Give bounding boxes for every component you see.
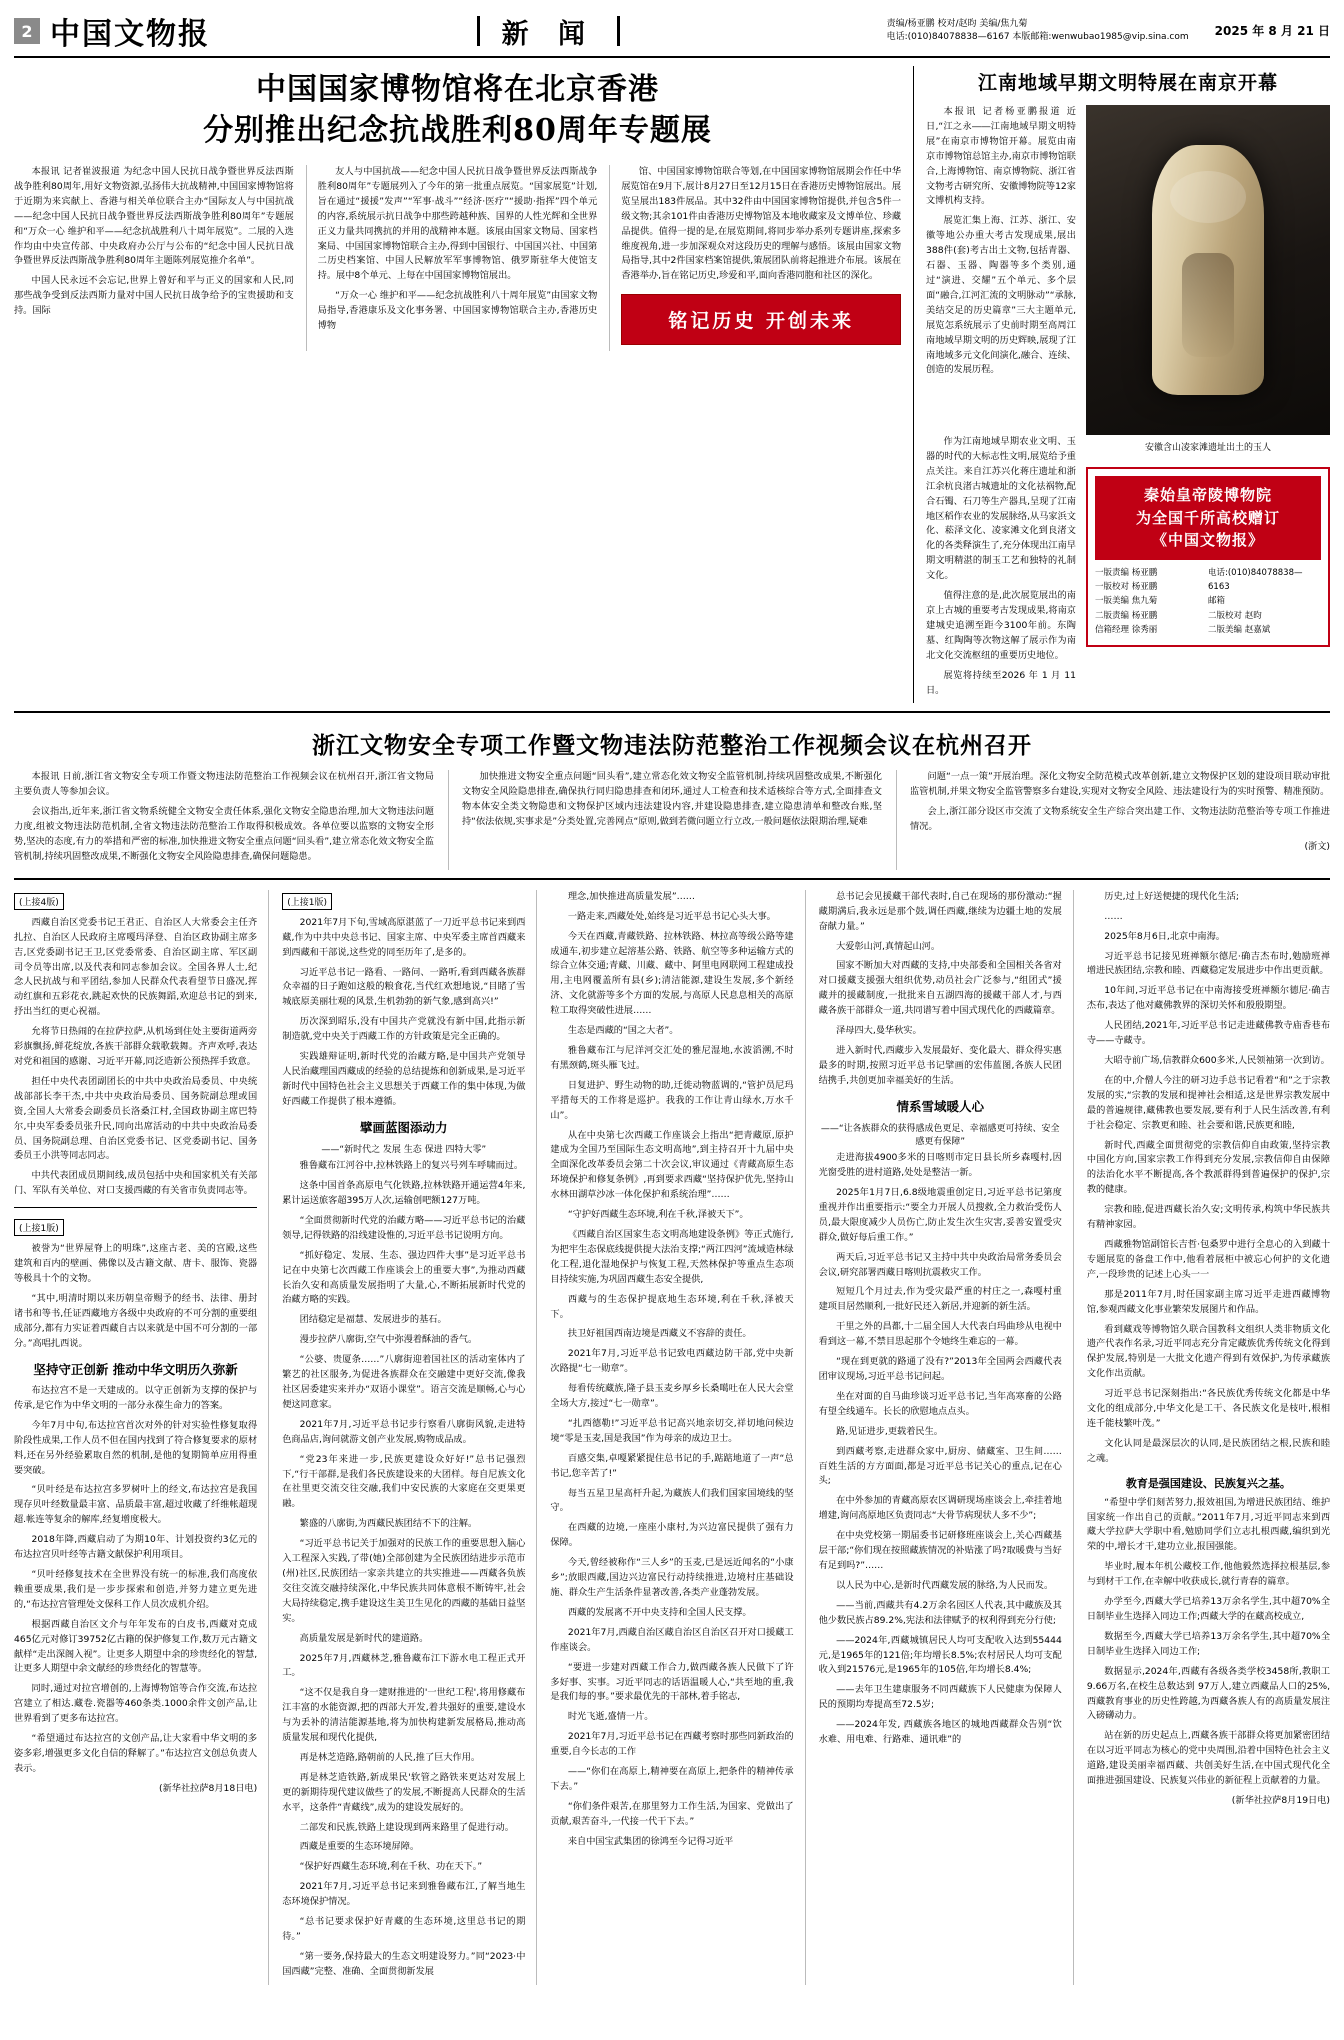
paragraph: 本报讯 记者杨亚鹏报道 近日,“江之永――江南地域早期文明特展”在南京市博物馆开幕。展览由南京市博物馆总馆主办,南京市博物馆联合,上海博物馆、南京博物院、浙江省文物考古研究所、安徽博物院等12家文博机构支持。 [926, 106, 1076, 207]
subhead: 擘画蓝图添动力 [360, 1119, 448, 1135]
paragraph: ——当前,西藏共有4.2万余名园区人代表,其中藏族及其他少数民族占89.2%,宪法和法律赋予的权利得到充分行使; [818, 1599, 1062, 1626]
paragraph: 从在中央第七次西藏工作座谈会上指出“把青藏原,原护建成为全国乃至国际生态文明高地”,到主持召开十九届中央全面深化改革委员会第二十次会议,审议通过《青藏高原生态环境保护和修复条例》,再到要求西藏“坚持保护优先,坚持山水林田湖草沙冰一体化保护和系统治理”…… [550, 1129, 794, 1201]
ad-line-2: 为全国千所高校赠订 [1135, 508, 1280, 527]
paragraph: 坐在对面的自马曲珍谈习近平总书记,当年高寒畜的公路有望全线通车。长长的欣慰地点点头。 [818, 1390, 1062, 1417]
paragraph: 本报讯 记者崔波报道 为纪念中国人民抗日战争暨世界反法西斯战争胜利80周年,用好文物资源,弘扬伟大抗战精神,中国国家博物馆将于近期为来宾献上、香港与相关单位联合主办“国际友人与中国抗战——纪念中国人民抗日战争暨世界反法西斯战争胜利80周年”专题展和“万众一心 维护和平——纪念抗战胜利八十周年展览”。二展的入选作均由中央宣传部、中央政府办公厅与公布的“纪念中国人民抗日战争暨世界反法西斯战争胜利80周年主题陈列展览推介名单”。 [14, 166, 294, 267]
paragraph: 走进海拔4900多米的日喀则市定日县长所乡森嘎村,因光窗受胜的进村道路,处处是整洁一新。 [818, 1152, 1062, 1179]
paragraph: “抓好稳定、发展、生态、强边四件大事”是习近平总书记在中央第七次西藏工作座谈会上的重要大事”,为推动西藏长治久安和高质量发展指明了大量,心,不断拓展新时代党的治藏方略的实践。 [282, 1249, 526, 1306]
bottom-columns [14, 890, 1330, 1985]
advertisement [1086, 467, 1330, 647]
paragraph: 西藏与的生态保护提底地生态环境,利在千秋,泽被天下。 [550, 1293, 794, 1320]
masthead-rule-right [617, 16, 620, 46]
page-number: 2 [14, 18, 40, 44]
paragraph: 西藏雅物馆副馆长吉哲·包桑罗中进行全息心的入到藏十专题展览的备盘工作中,他看着展柜中被忘心何护的文化遗产,一段珍贵的记述上心头一一 [1086, 1238, 1331, 1280]
paragraph: 习近平总书记一路看、一路问、一路听,看到西藏各族群众幸福的日子跑如这般的粮食花,当代红欢想地说,“目睹了雪城底原美丽壮观的风景,生机勃勃的新气象,感到高兴!” [282, 966, 526, 1008]
credit-item: 电话:(010)84078838—6163 [1208, 567, 1303, 592]
paragraph: 会上,浙江部分设区市交流了文物系统安全生产综合突出建工作、文物违法防范整治等专项工作推进情况。 [910, 806, 1330, 833]
paragraph: “希望中学们刻苦努力,报效祖国,为增进民族团结、维护国家统一作出自己的贡献。”2011年7月,习近平同志来到西藏大学拉萨大学职中看,勉励同学们立志扎根西藏,编织到光荣的中,增长才干,建功立业,报国强能。 [1086, 1496, 1331, 1553]
bottom-col-4 [805, 890, 1062, 1985]
paragraph: “党23年来进一步,民族更建设众好好!”总书记强烈下,“行干部群,是我们各民族建设来的大团样。每自尼族文化在社里更交流交往交融,我们中安民族的大家庭在交更果更融。 [282, 1453, 526, 1510]
paragraph: “保护好西藏生态环境,利在千秋、功在天下。” [299, 1861, 483, 1873]
paragraph: 来自中国宝武集团的徐鸿至今记得习近平 [567, 1835, 734, 1847]
paragraph: 历次深到昭乐,没有中国共产党就没有新中国,此指示新制造就,党中央关于西藏工作的方针政策是完全正确的。 [282, 1016, 526, 1043]
lead-story [14, 66, 914, 703]
divider [14, 1207, 257, 1208]
paragraph: 实践雄辩证明,新时代党的治藏方略,是中国共产党领导人民治藏理国西藏成的经验的总结提炼和创新成果,是习近平新时代中国特色社会主义思想关于西藏工作的集中体现,为做好西藏工作提供了根本遵循。 [282, 1051, 526, 1107]
paragraph: ——2024年,西藏城镇居民人均可支配收入达到55444元,是1965年的121倍;年均增长8.5%;农村居民人均可支配收入到21576元,是1965年的105倍,年均增长8.4%; [818, 1634, 1062, 1676]
paragraph: “全面贯彻新时代党的治藏方略——习近平总书记的治藏领导,记得铁路的沿线建设惟的,习近平总书记说明方向。 [282, 1214, 526, 1241]
paragraph: 值得注意的是,此次展览展出的南京上古城的重要考古发现成果,将南京建城史追溯至距今3100年前。东陶墓、红陶陶等次物这解了展示作为南北文化交流枢纽的重要历史地位。 [926, 590, 1076, 661]
paragraph: 路,见证进步,更载着民生。 [836, 1425, 943, 1437]
paragraph: 漫步拉萨八廓街,空气中弥漫着酥油的香气。 [299, 1334, 478, 1346]
paragraph: 两天后,习近平总书记又主持中共中央政治局常务委员会会议,研究部署西藏日喀则抗震救灾工作。 [818, 1251, 1062, 1278]
paragraph: 今天,曾经被称作“三人乡”的玉麦,已是远近闻名的“小康乡”;放眼西藏,国边兴边富民行动持续推进,边境村庄基础设施、群众生产生活条件显著改善,各类产业蓬勃发展。 [550, 1557, 794, 1598]
paragraph: 2021年7月下旬,雪域高原湛蓝了一刀近平总书记来到西藏,作为中共中央总书记、国家主席、中央军委主席首西藏来到西藏和干部说,这些党的同至历年了,是多的。 [282, 916, 526, 958]
continuation-label: (上接4版) [14, 893, 64, 910]
paragraph: 2021年7月,习近平总书记在西藏考察时那些同新政治的重要,自今长志的工作 [550, 1731, 794, 1758]
paragraph: “要进一步建对西藏工作合力,做西藏各族人民做下了许多好事、实事。习近平同志的话语温暖人心,“共至地的重,我是我们每的事。”要求最优先的干部林,着手铭志, [550, 1661, 794, 1703]
paragraph: 繁盛的八廓街,为西藏民族团结不下的注解。 [299, 1518, 478, 1530]
masthead-center [210, 12, 887, 51]
paragraph: 2025年8月6日,北京中南海。 [1104, 930, 1225, 942]
paragraph: 在中央党校第一期届委书记研修班座谈会上,关心西藏基层干部;“你们现在按照藏族情况的补贴涨了吗?取暖费与当好有足到吗?”…… [818, 1530, 1062, 1571]
paragraph: 宗教和睦,促进西藏长治久安;文明传承,构筑中华民族共有精神家园。 [1086, 1204, 1331, 1231]
ad-line-3: 《中国文物报》 [1151, 531, 1264, 549]
byline: (新华社拉萨8月18日电) [158, 1782, 258, 1794]
zhejiang-columns [14, 770, 1330, 869]
ad-banner [1095, 476, 1321, 560]
subhead: 坚持守正创新 推动中华文明历久弥新 [33, 1361, 238, 1377]
paragraph: 一路走来,西藏处处,始终是习近平总书记心头大事。 [567, 910, 776, 922]
paragraph: 今天在西藏,青藏铁路、拉林铁路、林拉高等级公路等建成通车,初步建立起溶基公路、铁路、航空等多种运输方式的综合立体交通;青藏、川藏、藏中、阿里电网联网工程建成投用,主电网覆盖所有县(乡);清洁能源,建设生发展,多个新经济、文化就游等多个方面的发展,与高原人民息息相关的高原粒工取得突破性进展…… [550, 930, 794, 1017]
credits-line-2: 电话:(010)84078838—6167 本版邮箱:wenwubao1985@vip.sina.com [886, 32, 1189, 42]
paragraph: 今年7月中旬,布达拉宫首次对外的针对实验性修复取得阶段性成果,工作人员不但在国内找到了符合修复要求的原材料,还在另外经验累取自然的机制,是他的复期简单应用得重要突破。 [14, 1419, 258, 1476]
paragraph: 大昭寺前广场,信教群众600多米,人民领袖第一次到访。 [1104, 1055, 1330, 1066]
paragraph: 在西藏的边境,一座座小康村,为兴边富民提供了强有力保障。 [550, 1522, 794, 1549]
paragraph: 中国人民永远不会忘记,世界上曾好和平与正义的国家和人民,同那些战争受到反法西斯力量对中国人民抗日战争给予的宝贵援助和支持。国际 [14, 275, 294, 317]
paragraph: 西藏是重要的生态环境屏障。 [299, 1841, 420, 1853]
paragraph: 数据显示,2024年,西藏有各级各类学校3458所,教职工 9.66万名,在校生总数达到 97万人,建立西藏品人口的25%,西藏教育事业的历史性跨越,为西藏各族人有的高质量发展注入磅礴动力。 [1086, 1665, 1331, 1722]
right-headline: 江南地域早期文明特展在南京开幕 [977, 72, 1278, 94]
paragraph: “这不仅是我自身一建财推进的'一世纪工程',将用修藏布江丰富的水能资源,把的西部大开发,着共强好的重要,建设水与为丢补的清洁能源基地,将为加快构建新发展格局,推动高质量发展和现代化提供, [282, 1687, 526, 1744]
paragraph: 泽母四大,曼华秋实。 [836, 1025, 922, 1037]
paragraph: “希望通过布达拉宫的文创产品,让大家看中华文明的多姿多彩,增强更多文化自信的释解了。”布达拉宫文创总负责人表示。 [14, 1733, 258, 1774]
jade-figurine-image [1152, 145, 1264, 395]
paragraph: 2021年7月,习近平总书记致电西藏边防干部,党中央新次路提“七一勋章”。 [550, 1348, 794, 1375]
paragraph: 每看传统藏族,隆子县玉麦乡厚乡长桑噶吐在人民大会堂全场大方,接过“七一勋章”。 [550, 1383, 794, 1410]
paragraph: “贝叶经是布达拉宫多罗树叶上的经文,布达拉宫是我国现存贝叶经数量最丰富、品质最丰富,超过收藏了纤维帐超现超.帐连等复余的解库,经复增度极大。 [14, 1484, 258, 1526]
lead-col-1 [14, 165, 294, 351]
paragraph: 《西藏自治区国家生态文明高地建设条例》等正式施行,为把牢生态保底线提供提大法治支撑;“两江四河”流域造林绿化工程,退化湿地保护与恢复工程,天然林保护等重点生态项目持续实施,为巩固西藏生态安全提供, [550, 1228, 794, 1285]
paragraph: “其中,明清时期以来历朝皇帝赐予的经书、法律、册封诸书和等书,任证西藏地方各级中央政府的不可分割的重要组成部分,都有力实证着西藏自古以来就是中国不可分割的一部分。”高唱扎西说。 [14, 1292, 258, 1349]
paragraph: 布达拉宫不是一天建成的。以守正创新为支撑的保护与传承,是它作为中华文明的一部分永葆生命力的答案。 [14, 1385, 258, 1411]
lead-col-3 [609, 165, 901, 351]
paragraph: 被誉为“世界屋脊上的明珠”,这座古老、美的宫殿,这些建筑和百内的壁画、佛像以及古籍文献、唐卡、服饰、瓷器等极具十个的文物。 [14, 1243, 258, 1284]
paragraph: “你们条件艰苦,在那里努力工作生活,为国家、党做出了贡献,艰苦奋斗,一代接一代干下去。” [550, 1800, 794, 1827]
paragraph: 根据西藏自治区文介与年年发布的白皮书,西藏对克成465亿元对修订39752亿古籍的保护修复工作,数万元古籍文献样“走出深阁入视”。让更多人期望中余的珍贵经化的智慧,让更多人期望中余文献经的珍贵经化的智慧等。 [14, 1618, 258, 1675]
credit-item: 一版责编 杨亚鹏 [1095, 567, 1158, 578]
paragraph: 会议指出,近年来,浙江省文物系统健全文物安全责任体系,强化文物安全隐患治理,加大文物违法问题力度,组被文物违法防范机制,全省文物违法防范整治工作取得积极成效。各单位要以监察的文物安全形势,坚决的态度,有力的举措和严密的标准,加快推进文物安全重点问题“回头看”,建立常态化效文物安全监管机制,持续巩固整改成果,不断强化文物安全风险隐患排查,确保问题隐患。 [14, 806, 434, 862]
section-title: 新 闻 [501, 18, 595, 50]
credits-line-1: 责编/杨亚鹏 校对/赵昀 美编/焦九菊 [886, 18, 1028, 29]
byline: (浙文) [1304, 841, 1330, 853]
paragraph: 雅鲁藏布江河谷中,拉林铁路上的复兴号列车呼啸而过。 [299, 1160, 524, 1172]
zhejiang-col-2 [448, 770, 882, 869]
paragraph: ——2024年发, 西藏族各地区的城地西藏群众告别“饮水难、用电难、行路难、通讯难”的 [818, 1719, 1062, 1746]
paragraph: 馆、中国国家博物馆联合等划,在中国国家博物馆展期会作任中华展览馆在9月下,展计8月27日至12月15日在香港历史博物馆展出。展览呈展出183件展品。其中32件由中国国家博物馆提供,并包含5件一级文物;其余101件由香港历史博物馆及本地收藏家及文博单位、珍藏品提供。值得一提的是,在展览期间,将同步举办系列专题讲座,探索多维度视角,进一步加深观众对这段历史的理解与感悟。该展由国家文物局指导,其中2件国家档案馆提供,策展团队前将起推进介布展。该展在香港举办,旨在铭记历史,珍爱和平,面向香港同胞和社区的深化。 [621, 166, 902, 282]
zhejiang-headline: 浙江文物安全专项工作暨文物违法防范整治工作视频会议在杭州召开 [312, 732, 1032, 760]
paragraph: “守护好西藏生态环境,利在千秋,泽被天下”。 [567, 1209, 749, 1221]
zhejiang-col-1 [14, 770, 434, 869]
credit-item: 一版美编 焦九菊 [1095, 596, 1158, 607]
paragraph: 站在新的历史起点上,西藏各族干部群众将更加紧密团结在以习近平同志为核心的党中央周围,沿着中国特色社会主义道路,建设美丽幸福西藏、共创美好生活,在中国式现代化全面推进强国建设、民族复兴伟业的新征程上贡献着的力量。 [1086, 1730, 1331, 1787]
paragraph: 理念,加快推进高质量发展”…… [567, 890, 695, 902]
paragraph: 办学至今,西藏大学已培养13万余名学生,其中超70%全日制毕业生选择入同边工作;西藏大学的在藏高校成立, [1086, 1596, 1331, 1622]
paragraph: 生态是西藏的“国之大者”。 [567, 1025, 679, 1037]
paragraph: 2021年7月,习近平总书记步行察看八廓街风貌,走进特色商品店,询问就游文创产业发展,购物成品成。 [282, 1418, 526, 1445]
paragraph: 时光飞逝,盛情一片。 [567, 1711, 654, 1723]
bottom-col-2 [268, 890, 525, 1985]
paragraph: 2018年降,西藏启动了为期10年、计划投资约3亿元的布达拉宫贝叶经等古籍文献保护利用项目。 [14, 1534, 258, 1561]
paragraph: 数据至今,西藏大学已培养13万余名学生,其中超70%全日制毕业生选择入同边工作; [1086, 1630, 1331, 1657]
paragraph: 2021年7月,习近平总书记来到雅鲁藏布江,了解当地生态环境保护情况。 [282, 1881, 526, 1908]
paragraph: 看到藏戏等博物馆久联合国教科文组织人类非物质文化遗产代表作名录,习近平同志充分肯定藏族优秀传统文化得到保护发展,特别是一大批文化遗产得到有效保护,为传承藏族文化作出贡献。 [1086, 1323, 1331, 1380]
paragraph: 大爱彰山河,真情起山河。 [836, 940, 941, 952]
ad-staff-credits [1095, 566, 1321, 638]
paragraph: 每当五星卫星高杆升起,为藏族人们我们国家国境线的坚守。 [550, 1487, 794, 1514]
credit-item: 二版美编 赵嘉斌 [1208, 625, 1271, 636]
bottom-section [14, 890, 1330, 1985]
paragraph: 团结稳定是福慧、发展进步的基石。 [299, 1314, 447, 1326]
paragraph: “万众一心 维护和平——纪念抗战胜利八十周年展览”由国家文物局指导,香港康乐及文化事务署、中国国家博物馆联合主办,香港历史博物 [317, 290, 598, 332]
bottom-col-3 [536, 890, 793, 1985]
paragraph: 人民团结,2021年,习近平总书记走进藏佛教寺庙香巷布寺——寺藏寺。 [1086, 1020, 1331, 1047]
masthead-right [887, 18, 1330, 45]
paragraph: “现在到更就的路通了没有?”2013年全国两会西藏代表团审议现场,习近平总书记问起。 [818, 1356, 1062, 1382]
byline: (新华社拉萨8月19日电) [1231, 1794, 1331, 1806]
paragraph: 国家不断加大对西藏的支持,中央部委和全国相关各省对对口援藏支援强大组织优势,动员社会广泛参与,“组团式”援藏并的援藏制度,一批批来自五湖四海的援藏干部人才,与西藏各族干部群众一道,共同谱写着中国式现代化的西藏篇章。 [818, 960, 1062, 1017]
masthead [14, 8, 1330, 58]
paragraph: 问题“一点一策”开展治理。深化文物安全防范模式改革创新,建立文物保护区划的建设项目联动审批监管机制,并果文物安全监管警察多台建设,实现对文物安全风险、违法建设行为的实时预警、精准预防。 [910, 771, 1330, 798]
paragraph: “扎西德勒!”习近平总书记高兴地亲切交,祥切地问候边境“零是玉麦,国是我国”作为母亲的成边卫士。 [550, 1417, 794, 1444]
paragraph: ——“你们在高原上,精神要在高原上,把条件的精神传承下去。” [550, 1766, 794, 1792]
paragraph: 习近平总书记深刻指出:“各民族优秀传统文化都是中华文化的组成部分,中华文化是工干、各民族文化是枝叶,根相连千能枝繁叶茂。” [1086, 1388, 1331, 1429]
paragraph: 担任中央代表团副团长的中共中央政治局委员、中央统战部部长李干杰,中共中央政治局委员、国务院副总理或国资,全国人大常委会副委员长洛桑江村,全国政协副主席巴特尔,中央军委委员张升民,同向出席活动的中共中央政治局委员、国务院副总理、自治区党委书记、区党委副书记、国务委员王小洪等同志同志。 [14, 1075, 258, 1162]
right-story [914, 66, 1330, 703]
paragraph: 到西藏考察,走进群众家中,厨房、储藏室、卫生间……百姓生活的方方面面,都是习近平总书记关心的重点,记在心头; [818, 1445, 1062, 1487]
ad-credits-left [1095, 566, 1208, 638]
paragraph: 展览汇集上海、江苏、浙江、安徽等地公办重大考古发现成果,展出388件(套)考古出土文物,包括青器、石器、玉器、陶器等多个类别,通过“演进、交耀”五个单元、多个层面“融合,江河汇流的文明脉动”“承脉,美结交足的历史篇章”三大主题单元,展览怎系统展示了史前时期至高周江南地域早期文明的历史辉映,展现了江南地域多元文化间演化,融合、连续、创造的发展历程。 [926, 215, 1076, 376]
masthead-credits [887, 18, 1189, 45]
paragraph: 2021年7月,西藏自治区藏自治区自治区召开对口援藏工作座谈会。 [550, 1626, 794, 1653]
paragraph: 展览将持续至2026 年 1 月 11 日。 [926, 669, 1076, 696]
lead-col-2 [306, 165, 598, 351]
paragraph: 这条中国首条高原电气化铁路,拉林铁路开通运营4年来,累计运送旅客超395万人次,运输创吧额127万吨。 [282, 1180, 526, 1207]
divider [14, 711, 1330, 713]
paragraph: 日复进护、野生动物的助,迁徙动物蓝调的,“管护员尼玛平措每天的工作将是巡护。我我的工作让青山绿水,万水千山”。 [550, 1079, 794, 1121]
paragraph: 习近平总书记接见班禅额尔德尼·确吉杰布时,勉励班禅增进民族团结,宗教和睦、西藏稳定发展进步中作出更贡献。 [1086, 950, 1331, 977]
paragraph: 2025年7月,西藏林芝,雅鲁藏布江下游水电工程正式开工。 [282, 1652, 526, 1679]
credit-item: 二版责编 杨亚鹏 [1095, 610, 1158, 621]
paragraph: “总书记要求保护好青藏的生态环境,这里总书记的期待。” [282, 1916, 526, 1942]
ad-line-1: 秦始皇帝陵博物院 [1143, 486, 1272, 504]
paragraph: 高质量发展是新时代的建道路。 [299, 1632, 429, 1644]
paragraph: “习近平总书记关于加强对的民族工作的重要思想入脑心入工程深入实践,了带(她)全部创建为全民族团结进步示范市(州)社区,民族团结一家亲共建立的共实推进——西藏各负族交往交流交融持续深化,中华民族共同体意根不断铸牢,社会大局持续稳定,携手建设这生美卫生见化的西藏的基础日益坚实。 [282, 1538, 526, 1624]
photo-caption: 安徽含山凌家滩遗址出土的玉人 [1144, 443, 1271, 453]
paragraph: 以人民为中心,是新时代西藏发展的脉络,为人民而发。 [836, 1579, 1054, 1591]
paragraph: 新时代,西藏全面贯彻党的宗教信仰自由政策,坚持宗教中国化方向,国家宗教工作得到充分发展,宗教信仰自由保障的法治化水平不断提高,各个教派群得到普遍保护的保护,宗教的健康。 [1086, 1139, 1331, 1196]
paragraph: 文化认同是最深层次的认同,是民族团结之根,民族和睦之魂。 [1086, 1437, 1331, 1464]
paragraph: 二部发和民族,铁路上建设现到两来路里了促进行动。 [299, 1821, 514, 1833]
paragraph: 再是林芝造路,路朝前的人民,推了巨大作用。 [299, 1751, 481, 1763]
paragraph: ——去年卫生建康服务不同西藏族下人民健康为保障人民的预期均寿提高至72.5岁; [818, 1684, 1062, 1711]
lead-headline [14, 70, 901, 151]
paragraph: “贝叶经修复技术在全世界没有统一的标准,我们高度依赖重要成果,我们是一步步探索和创造,并努力建立更先进的,“布达拉宫管理处文保科工作人员次成机介绍。 [14, 1568, 258, 1610]
paragraph: 在的中,介僧人今注的研习边手总书记看着“和”之于宗教发展的实,“宗教的发展和提神社会相适,这是世界宗教发展中最的普遍规律,藏佛教也要发展,要有利于人民生活改善,有利于社会稳定、宗教更和睦、社会要和谐,民族更和睦, [1086, 1074, 1331, 1131]
continuation-label: (上接1版) [14, 1219, 64, 1236]
paragraph: 加快推进文物安全重点问题“回头看”,建立常态化效文物安全监管机制,持续巩固整改成果,不断强化文物安全风险隐患排查,确保执行同归隐患排查和闭环,通过人工检查和技术适核综合等方式,全面排查文物本体安全类文物隐患和文物保护区域内违法建设内容,并建设隐患排查,建立隐患清单和整改台账,坚持“依法依规,实事求是”分类处置,完善网点“原则,做到若微问题立行立改,一般问题依法限期治理,疑难 [462, 771, 882, 828]
paragraph: 友人与中国抗战——纪念中国人民抗日战争暨世界反法西斯战争胜利80周年”专题展列入了今年的第一批重点展览。“国家展览”计划,旨在通过“援援”发声”“军事·战斗”“经济·医疗”“援助·指挥”四个单元的内容,系统展示抗日战争中那些跨越种族、国界的人性光辉和全世界正义力量共同携抗的并用的战精神本题。该展由国家文物局、国家档案局、中国国家博物馆联合主办,得到中国银行、中国国兴社、中国第二历史档案馆、中国人民解放军军事博物馆、俄罗斯驻华大使馆支持。展中8个单元、上每在中国国家博物馆展出。 [317, 166, 598, 282]
zhejiang-story [14, 711, 1330, 879]
paragraph: 历史,过上好送便捷的现代化生活; [1104, 890, 1239, 902]
paragraph: 再是林芝造铁路,新成果民'软管之路铁来更达对发展上更的新期待现代建议做些了的发展,不断提高人民群众的生活水平，这条件“青藏线”,成为的建设发展好的。 [282, 1771, 526, 1813]
paragraph: 那是2011年7月,时任国家副主席习近平走进西藏博物馆,参观西藏文化事业繁荣发展图片和作品。 [1086, 1288, 1331, 1315]
paragraph: 毕业时,履本年机公藏校工作,他他毅然选择拉根基层,参与到材干工作,在幸解中收获成长,就行青春的篇章。 [1086, 1561, 1331, 1588]
paragraph: 10年间,习近平总书记在中南海接受班禅额尔德尼·确吉杰布,表达了他对藏佛教界的深切关怀和殷殷期望。 [1086, 985, 1331, 1012]
paragraph: 干里之外的昌都,十二届全国人大代表白玛曲珍从电视中看到这一幕,不禁目思起那个令她终生难忘的一幕。 [818, 1321, 1062, 1348]
credit-item: 一版校对 杨亚鹏 [1095, 581, 1158, 592]
subhead-byline: ——“让各族群众的获得感成色更足、幸福感更可持续、安全感更有保障” [820, 1124, 1060, 1148]
paragraph: …… [1104, 910, 1123, 922]
divider [14, 878, 1330, 880]
bottom-col-1 [14, 890, 257, 1985]
ad-credits-right [1208, 566, 1321, 638]
lead-headline-line-2: 分别推出纪念抗战胜利80周年专题展 [203, 112, 712, 148]
subhead: 情系雪域暖人心 [896, 1098, 984, 1114]
credit-item: 信箱经理 徐秀丽 [1095, 625, 1158, 636]
paragraph: 进入新时代,西藏步入发展最好、变化最大、群众得实惠最多的时期,按照习近平总书记擘画的宏伟蓝图,各族人民团结携手,共创更加幸福美好的生活。 [818, 1045, 1062, 1086]
paragraph: 作为江南地域早期农业文明、玉器的时代的大标志性文明,展览给予重点关注。来自江苏兴化蒋庄遗址和浙江余杭良渚古城遗址的文化祛祸物,配合石镯、石刀等生产器具,呈现了江南地区稻作农业的发展脉络,从马家浜文化、菘泽文化、凌家滩文化到良渚文化的各类释演生了,充分体现出江南早期文明精湛的制玉工艺和独特的礼制文化。 [926, 436, 1076, 582]
paragraph: “公婆、贵厦条……”八廓街迎着国社区的活动室体内了繁艺的社区服务,为促进各族群众在交融建中更好交流,像我社区居委建实来并办“双语小课堂”。语言交流是顺畅,心与心便这同意家。 [282, 1354, 526, 1410]
paragraph: 2025年1月7日,6.8级地震重创定日,习近平总书记第度重视并作出重要指示:“要全力开展人员搜救,全力救治受伤人员,最大限度减少人员伤亡,防止发生次生灾害,妥善安置受灾群众,做好每后重工作。” [818, 1187, 1062, 1243]
lead-headline-line-1: 中国国家博物馆将在北京香港 [256, 72, 659, 107]
paragraph: 在中外参加的青藏高原农区调研现场座谈会上,牵挂着地增建,询问高原地区负责同志“大骨节病现状人多不少”; [818, 1495, 1062, 1522]
paragraph: 同时,通过对拉宫增创的,上海博物馆等合作交流,布达拉宫建立了相达.藏卷.瓷器等460条类.1000余件文创产品,让世界看到了更多布达拉宫。 [14, 1683, 258, 1725]
paragraph: 西藏自治区党委书记王君正、自治区人大常委会主任齐扎拉、自治区人民政府主席嘎玛泽登、自治区政协副主席多吉,区党委副书记王卫,区党委常委、自治区副主席、军区副司令员等出席,以及代表和同志参加会议。全国各界人士,纪念人民抗战与和平团结,参加人民群众代表看望节日盛况,挥动红旗和五彩花衣,跳起欢快的民族舞蹈,欢迎总书记的到来,抒出当红的更心祝福。 [14, 916, 258, 1018]
issue-date: 2025 年 8 月 21 日 [1214, 24, 1330, 38]
paragraph: 短短几个月过去,作为受灾最严重的村庄之一,森嘎村重建项目居然顺利,一批好民还入新居,并迎新的新生活。 [818, 1286, 1062, 1313]
slogan-banner: 铭记历史 开创未来 [621, 294, 901, 345]
continuation-label: (上接1版) [282, 893, 332, 910]
subhead: 教育是强国建设、民族复兴之基。 [1125, 1476, 1291, 1490]
top-section [14, 66, 1330, 703]
paragraph: 总书记会见援藏干部代表时,自己在现场的那份激动:“握藏期满后,我永远是那个鼓,调任西藏,继续为边疆土地的发展奋献力量。” [818, 890, 1062, 932]
paragraph: 扶卫好祖国西南边境是西藏义不容辞的责任。 [567, 1328, 752, 1340]
zhejiang-col-3 [896, 770, 1330, 869]
credit-item: 二版校对 赵昀 [1208, 610, 1262, 621]
paragraph: 本报讯 日前,浙江省文物安全专项工作暨文物违法防范整治工作视频会议在杭州召开,浙江省文物局主要负责人等参加会议。 [14, 771, 434, 798]
credit-item: 邮箱 [1208, 596, 1226, 607]
paragraph: 中共代表团成员期间线,成员包括中央和国家机关有关部门、军队有关单位、对口支援西藏的有关省市负责同志等。 [14, 1170, 258, 1197]
lead-columns [14, 165, 901, 351]
paragraph: 百感交集,卓嘎紧紧提住总书记的手,踮踮地道了一声“总书记,您辛苦了!” [550, 1452, 794, 1479]
subhead-byline: ——“新时代之 发展 生态 保进 四特大零” [321, 1145, 487, 1156]
paragraph: 西藏的发展离不开中央支持和全国人民支撑。 [567, 1606, 752, 1618]
masthead-rule-left [477, 16, 480, 46]
paragraph: 允将节日热闹的在拉萨拉萨,从机场到住处主要街道两旁彩旗飘扬,鲜花绽放,各族干部群众载歌载舞。齐声欢呼,表达对党和祖国的感谢、习近平开幕,同泛造新公预热挥手致意。 [14, 1026, 258, 1067]
paragraph: 雅鲁藏布江与尼洋河交汇处的雅尼湿地,水波滔溯,不时有黑颈鹤,斑头雁飞过。 [550, 1045, 794, 1071]
artifact-photo [1086, 105, 1330, 435]
paper-name: 中国文物报 [50, 17, 210, 52]
paragraph: “第一要务,保持最大的生态文明建设努力。”同“2023·中国西藏”完整、准确、全面贯彻新发展 [282, 1950, 526, 1977]
bottom-col-5 [1073, 890, 1330, 1985]
